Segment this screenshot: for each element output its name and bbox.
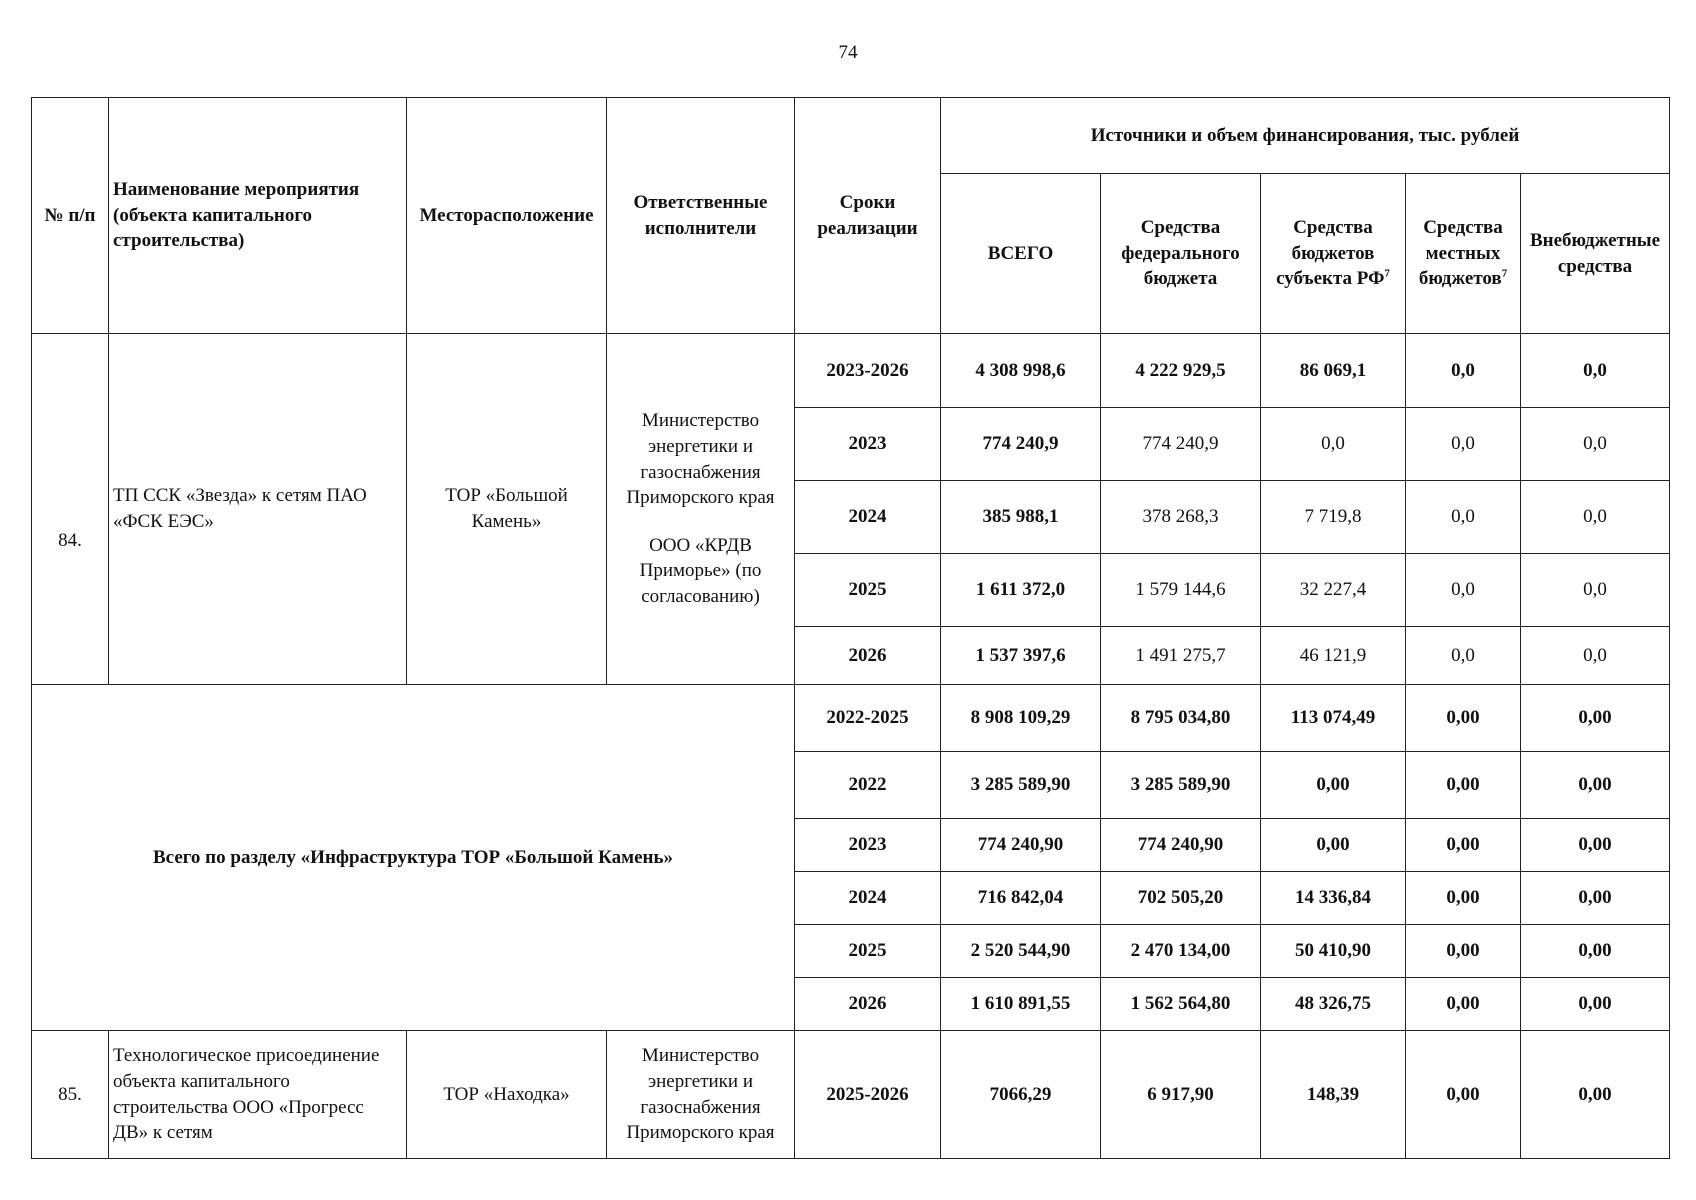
subject-cell: 0,00 xyxy=(1261,752,1406,819)
item-84-location: ТОР «Большой Камень» xyxy=(407,334,607,685)
header-num: № п/п xyxy=(32,98,109,334)
local-cell: 0,0 xyxy=(1406,408,1521,481)
total-cell: 3 285 589,90 xyxy=(941,752,1101,819)
header-row-1 xyxy=(32,98,1670,174)
local-cell: 0,00 xyxy=(1406,978,1521,1031)
period-cell: 2025 xyxy=(795,554,941,627)
item-85-responsible: Министерство энергетики и газоснабжения Приморского края xyxy=(607,1031,795,1159)
footnote-mark: 7 xyxy=(1501,267,1508,280)
federal-cell: 774 240,9 xyxy=(1101,408,1261,481)
offbudget-cell: 0,00 xyxy=(1521,1031,1670,1159)
offbudget-cell: 0,00 xyxy=(1521,872,1670,925)
period-cell: 2022-2025 xyxy=(795,685,941,752)
federal-cell: 1 562 564,80 xyxy=(1101,978,1261,1031)
local-cell: 0,00 xyxy=(1406,872,1521,925)
subject-cell: 113 074,49 xyxy=(1261,685,1406,752)
section-total-label: Всего по разделу «Инфраструктура ТОР «Большой Камень» xyxy=(32,685,795,1031)
total-cell: 2 520 544,90 xyxy=(941,925,1101,978)
federal-cell: 702 505,20 xyxy=(1101,872,1261,925)
offbudget-cell: 0,00 xyxy=(1521,752,1670,819)
header-local xyxy=(1406,174,1521,334)
item-84-num: 84. xyxy=(32,334,109,685)
subject-cell: 86 069,1 xyxy=(1261,334,1406,408)
subject-cell: 32 227,4 xyxy=(1261,554,1406,627)
table-row xyxy=(32,685,1670,752)
period-cell: 2024 xyxy=(795,872,941,925)
period-cell: 2026 xyxy=(795,627,941,685)
header-subject-text: Средства бюджетов субъекта РФ xyxy=(1276,217,1385,290)
subject-cell: 48 326,75 xyxy=(1261,978,1406,1031)
total-cell: 716 842,04 xyxy=(941,872,1101,925)
period-cell: 2024 xyxy=(795,481,941,554)
offbudget-cell: 0,0 xyxy=(1521,408,1670,481)
period-cell: 2022 xyxy=(795,752,941,819)
table-row xyxy=(32,1031,1670,1159)
item-85-num: 85. xyxy=(32,1031,109,1159)
header-offbudget: Внебюджетные средства xyxy=(1521,174,1670,334)
item-85-location: ТОР «Находка» xyxy=(407,1031,607,1159)
subject-cell: 0,00 xyxy=(1261,819,1406,872)
local-cell: 0,0 xyxy=(1406,627,1521,685)
offbudget-cell: 0,00 xyxy=(1521,925,1670,978)
period-cell: 2025-2026 xyxy=(795,1031,941,1159)
local-cell: 0,00 xyxy=(1406,1031,1521,1159)
federal-cell: 3 285 589,90 xyxy=(1101,752,1261,819)
local-cell: 0,00 xyxy=(1406,752,1521,819)
subject-cell: 50 410,90 xyxy=(1261,925,1406,978)
subject-cell: 148,39 xyxy=(1261,1031,1406,1159)
header-responsible: Ответственные исполнители xyxy=(607,98,795,334)
period-cell: 2023 xyxy=(795,819,941,872)
total-cell: 8 908 109,29 xyxy=(941,685,1101,752)
local-cell: 0,0 xyxy=(1406,554,1521,627)
local-cell: 0,0 xyxy=(1406,481,1521,554)
header-name: Наименование мероприятия (объекта капитального строительства) xyxy=(109,98,407,334)
subject-cell: 14 336,84 xyxy=(1261,872,1406,925)
federal-cell: 378 268,3 xyxy=(1101,481,1261,554)
total-cell: 7066,29 xyxy=(941,1031,1101,1159)
total-cell: 1 537 397,6 xyxy=(941,627,1101,685)
table-row xyxy=(32,334,1670,408)
item-84-responsible-1: Министерство энергетики и газоснабжения Приморского края xyxy=(626,410,775,509)
subject-cell: 0,0 xyxy=(1261,408,1406,481)
header-period: Сроки реализации xyxy=(795,98,941,334)
financing-table xyxy=(31,97,1670,1159)
footnote-mark: 7 xyxy=(1384,267,1390,280)
item-84-responsible-2: ООО «КРДВ Приморье» (по согласованию) xyxy=(639,534,762,608)
offbudget-cell: 0,0 xyxy=(1521,481,1670,554)
offbudget-cell: 0,0 xyxy=(1521,627,1670,685)
offbudget-cell: 0,0 xyxy=(1521,554,1670,627)
total-cell: 1 611 372,0 xyxy=(941,554,1101,627)
item-84-name: ТП ССК «Звезда» к сетям ПАО «ФСК ЕЭС» xyxy=(109,334,407,685)
period-cell: 2023-2026 xyxy=(795,334,941,408)
offbudget-cell: 0,00 xyxy=(1521,685,1670,752)
item-84-responsible xyxy=(607,334,795,685)
federal-cell: 6 917,90 xyxy=(1101,1031,1261,1159)
item-85-name: Технологическое присоединение объекта капитального строительства ООО «Прогресс ДВ» к сетям xyxy=(109,1031,407,1159)
page-number: 74 xyxy=(838,42,858,63)
federal-cell: 1 579 144,6 xyxy=(1101,554,1261,627)
period-cell: 2025 xyxy=(795,925,941,978)
federal-cell: 1 491 275,7 xyxy=(1101,627,1261,685)
header-location: Месторасположение xyxy=(407,98,607,334)
offbudget-cell: 0,00 xyxy=(1521,819,1670,872)
federal-cell: 2 470 134,00 xyxy=(1101,925,1261,978)
offbudget-cell: 0,00 xyxy=(1521,978,1670,1031)
header-financing-group: Источники и объем финансирования, тыс. рублей xyxy=(941,98,1670,174)
federal-cell: 774 240,90 xyxy=(1101,819,1261,872)
local-cell: 0,00 xyxy=(1406,925,1521,978)
header-total: ВСЕГО xyxy=(941,174,1101,334)
federal-cell: 4 222 929,5 xyxy=(1101,334,1261,408)
period-cell: 2026 xyxy=(795,978,941,1031)
header-federal: Средства федерального бюджета xyxy=(1101,174,1261,334)
subject-cell: 46 121,9 xyxy=(1261,627,1406,685)
local-cell: 0,0 xyxy=(1406,334,1521,408)
header-subject xyxy=(1261,174,1406,334)
federal-cell: 8 795 034,80 xyxy=(1101,685,1261,752)
total-cell: 4 308 998,6 xyxy=(941,334,1101,408)
total-cell: 385 988,1 xyxy=(941,481,1101,554)
subject-cell: 7 719,8 xyxy=(1261,481,1406,554)
local-cell: 0,00 xyxy=(1406,685,1521,752)
total-cell: 774 240,90 xyxy=(941,819,1101,872)
offbudget-cell: 0,0 xyxy=(1521,334,1670,408)
header-local-text: Средства местных бюджетов xyxy=(1418,217,1503,290)
total-cell: 774 240,9 xyxy=(941,408,1101,481)
total-cell: 1 610 891,55 xyxy=(941,978,1101,1031)
period-cell: 2023 xyxy=(795,408,941,481)
local-cell: 0,00 xyxy=(1406,819,1521,872)
